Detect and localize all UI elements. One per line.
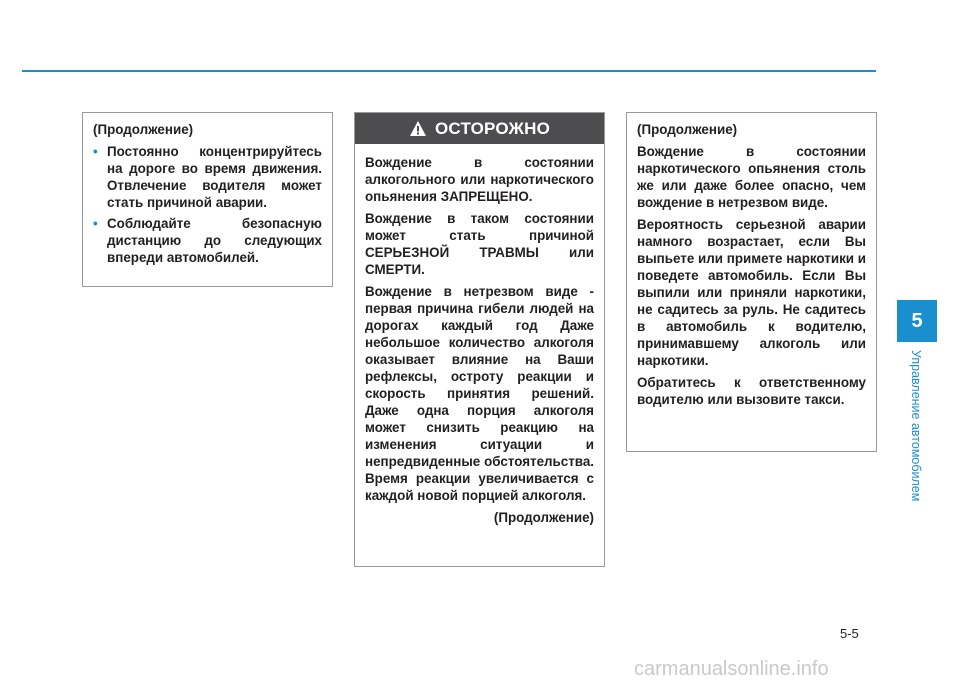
continued-caution-box <box>82 112 333 287</box>
bullet-dot-icon: • <box>93 216 98 231</box>
continued-label: (Продолжение) <box>93 122 194 137</box>
watermark: carmanualsonline.info <box>634 658 829 680</box>
chapter-title: Управление автомобилем <box>909 350 923 502</box>
bullet-dot-icon: • <box>93 144 98 159</box>
continued-label: (Продолжение) <box>493 510 594 525</box>
warning-paragraph: Обратитесь к ответственному водителю или вызовите такси. <box>637 375 866 407</box>
warning-body <box>355 144 604 526</box>
continued-warning-box <box>626 112 877 452</box>
bullet-item <box>93 215 322 266</box>
warning-paragraph: Вероятность серьезной аварии намного возрастает, если Вы выпьете или примете наркотики и поведете автомобиль. Если Вы выпили или приняли наркотики, не садитесь за руль. Не садитесь в автомобиль к водителю, принимавшему алкоголь или наркотики. <box>637 217 866 368</box>
warning-paragraph: Вождение в нетрезвом виде - первая причина гибели людей на дорогах каждый год Даже небольшое количество алкоголя оказывает влияние на Ваши рефлексы, остроту реакции и скорость принятия решений. Даже одна порция алкоголя может снизить реакцию на изменения ситуации и непредвиденные обстоятельства. Время реакции увеличивается с каждой новой порцией алкоголя. <box>365 284 594 503</box>
bullet-text: Соблюдайте безопасную дистанцию до следующих впереди автомобилей. <box>107 216 322 265</box>
warning-paragraph: Вождение в таком состоянии может стать причиной СЕРЬЕЗНОЙ ТРАВМЫ или СМЕРТИ. <box>365 211 594 277</box>
warning-box <box>354 112 605 567</box>
page-number: 5-5 <box>840 626 859 641</box>
warning-header <box>355 113 604 144</box>
warning-paragraph: Вождение в состоянии алкогольного или наркотического опьянения ЗАПРЕЩЕНО. <box>365 155 594 204</box>
warning-paragraph: Вождение в состоянии наркотического опьянения столь же или даже более опасно, чем вождение в нетрезвом виде. <box>637 144 866 210</box>
continued-label: (Продолжение) <box>637 122 738 137</box>
bullet-item <box>93 143 322 211</box>
chapter-number: 5 <box>911 310 923 332</box>
bullet-text: Постоянно концентрируйтесь на дороге во время движения. Отвлечение водителя может стать причиной аварии. <box>107 144 322 210</box>
warning-title: ОСТОРОЖНО <box>434 119 551 138</box>
top-rule <box>22 70 876 72</box>
warning-triangle-icon <box>409 120 427 137</box>
